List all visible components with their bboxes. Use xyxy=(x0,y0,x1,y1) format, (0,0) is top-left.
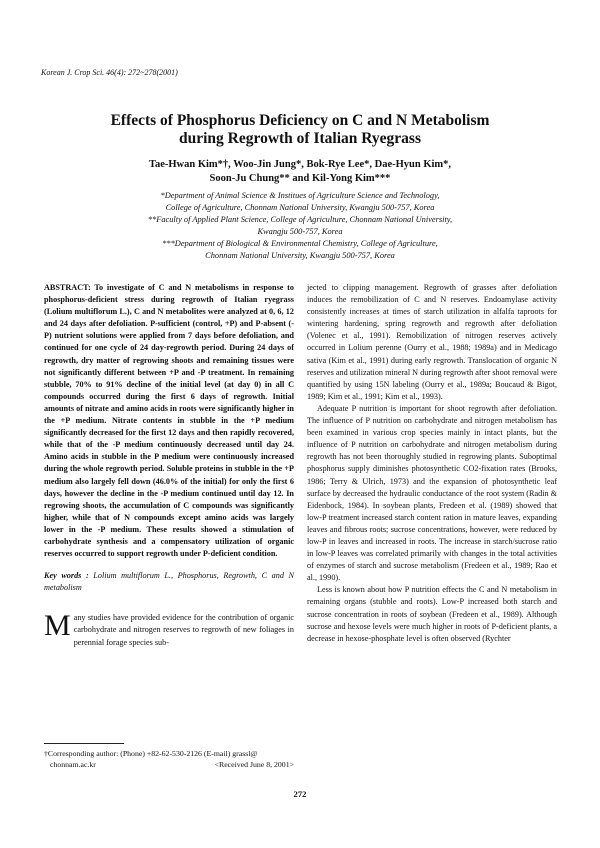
intro-paragraph xyxy=(44,609,294,648)
journal-citation: Korean J. Crop Sci. 46(4): 272~278(2001) xyxy=(41,68,178,77)
keywords-text: Lolium multiflorum L., Phosphorus, Regrowth, C and N metabolism xyxy=(44,571,294,593)
affiliation-line: College of Agriculture, Chonnam National University, Kwangju 500-757, Korea xyxy=(165,203,435,212)
affiliation-line: *Department of Animal Science & Institues of Agriculture Science and Technology, xyxy=(160,191,440,200)
corresponding-author: †Corresponding author: (Phone) +82-62-530-2126 (E-mail) grassl@ xyxy=(44,749,258,758)
title-line: Effects of Phosphorus Deficiency on C and N Metabolism xyxy=(110,112,490,129)
affiliation-line: ***Department of Biological & Environmental Chemistry, College of Agriculture, xyxy=(162,239,438,248)
intro-text: any studies have provided evidence for the contribution of organic carbohydrate and nitrogen reserves to regrowth of new foliages in perennial forage species sub- xyxy=(73,613,294,647)
left-column xyxy=(44,282,294,649)
body-paragraph: Adequate P nutrition is important for shoot regrowth after defoliation. The influence of P nutrition on carbohydrate and nitrogen metabolism has been examined in various crop species mainly in intact plants, but the influence of P nutrition on carbohydrate and nitrogen metabolism during regrowth has not been thoroughly studied in regrowing plants. Suboptimal phosphorus supply diminishes photosynthetic CO2-fixation rates (Brooks, 1986; Terry & Ulrich, 1973) and the expansion of photosynthetic leaf surface by decreased the hydraulic conductance of the root system (Radin & Eidenbock, 1984). In soybean plants, Fredeen et al. (1989) showed that low-P treatment increased starch content ration in mature leaves, expanding leaves and fibrous roots; sucrose concentrations, however, were reduced by low-P in leaves and increased in roots. The increase in starch/sucrose ratio in low-P leaves was correlated primarily with changes in the total activities of enzymes of starch and sucrose metabolism (Fredeen et al., 1989; Rao et al., 1990). xyxy=(307,403,557,583)
footnote-rule xyxy=(44,743,124,744)
received-date: <Received June 8, 2001> xyxy=(214,760,294,769)
affiliations xyxy=(70,190,530,262)
affiliation-line: Chonnam National University, Kwangju 500-757, Korea xyxy=(205,251,395,260)
author-list xyxy=(60,158,540,186)
affiliation-line: Kwangju 500-757, Korea xyxy=(257,227,343,236)
page-number: 272 xyxy=(293,789,307,799)
keywords-label: Key words : xyxy=(44,571,89,581)
keywords xyxy=(44,570,294,594)
author-line: Soon-Ju Chung** and Kil-Yong Kim*** xyxy=(209,173,391,184)
email-domain: chonnam.ac.kr xyxy=(50,760,96,769)
title-line: during Regrowth of Italian Ryegrass xyxy=(178,130,421,147)
body-paragraph: jected to clipping management. Regrowth of grasses after defoliation induces the remobilization of C and N reserves. Endoamylase activity consistently increases at times of starch utilization in alfalfa taproots for wintering hardening, spring regrowth and regrowth after defoliation (Volenec et al., 1991). Remobilization of nitrogen reserves actively occurred in Lolium perenne (Ourry et al., 1988; 1989a) and in Medicago sativa (Kim et al., 1991) during early regrowth. Translocation of organic N reserves and utilization mineral N during regrowth after shoot removal were quantified by using 15N labeling (Ourry et al., 1989a; Boucaud & Bigot, 1989; Kim et al., 1991; Kim et al., 1993). xyxy=(307,283,557,401)
right-column xyxy=(307,282,557,645)
abstract: ABSTRACT: To investigate of C and N metabolisms in response to phosphorus-deficient stress during regrowth of Italian ryegrass (Lolium multiflorum L.), C and N metabolites were analyzed at 0, 6, 12 and 24 days after defoliation. P-sufficient (control, +P) and P-absent (-P) nutrient solutions were applied from 7 days before defoliation, and continued for one cycle of 24 day-regrowth period. During 24 days of regrowth, dry matter of regrowing shoots and remaining tissues were not significantly different between +P and -P treatment. In remaining stubble, 70% to 91% decline of the initial level (at day 0) in all C compounds occurred during the first 6 days of regrowth. Initial amounts of nitrate and amino acids in roots were significantly higher in the +P medium. Nitrate contents in stubble in the +P medium significantly decreased for the first 12 days and then rapidly recovered, while that of the -P medium continuously decreased until day 24. Amino acids in stubble in the P medium were continuously increased during the whole regrowth period. Soluble proteins in stubble in the +P medium also largely fell down (46.0% of the initial) for only the first 6 days, however the decline in the -P medium continued until day 12. In regrowing shoots, the accumulation of C compounds was significantly higher, while that of N compounds except amino acids was largely lower in the -P medium. These results showed a stimulation of carbohydrate synthesis and a compensatory utilization of organic reserves occurred to support regrowth under P-deficient condition. xyxy=(44,283,294,559)
author-line: Tae-Hwan Kim*†, Woo-Jin Jung*, Bok-Rye Lee*, Dae-Hyun Kim*, xyxy=(148,159,452,170)
drop-cap: M xyxy=(44,609,71,643)
affiliation-line: **Faculty of Applied Plant Science, College of Agriculture, Chonnam National University, xyxy=(147,215,453,224)
body-paragraph: Less is known about how P nutrition effects the C and N metabolism in remaining organs (stubble and roots). Low-P increased both starch and sucrose concentration in roots of soybean (Fredeen et al., 1989). Although sucrose and hexose levels were much higher in roots of P-deficient plants, a decrease in hexose-phosphate level is often observed (Rychter xyxy=(307,585,557,643)
footnote xyxy=(44,743,294,770)
paper-title xyxy=(60,112,540,148)
